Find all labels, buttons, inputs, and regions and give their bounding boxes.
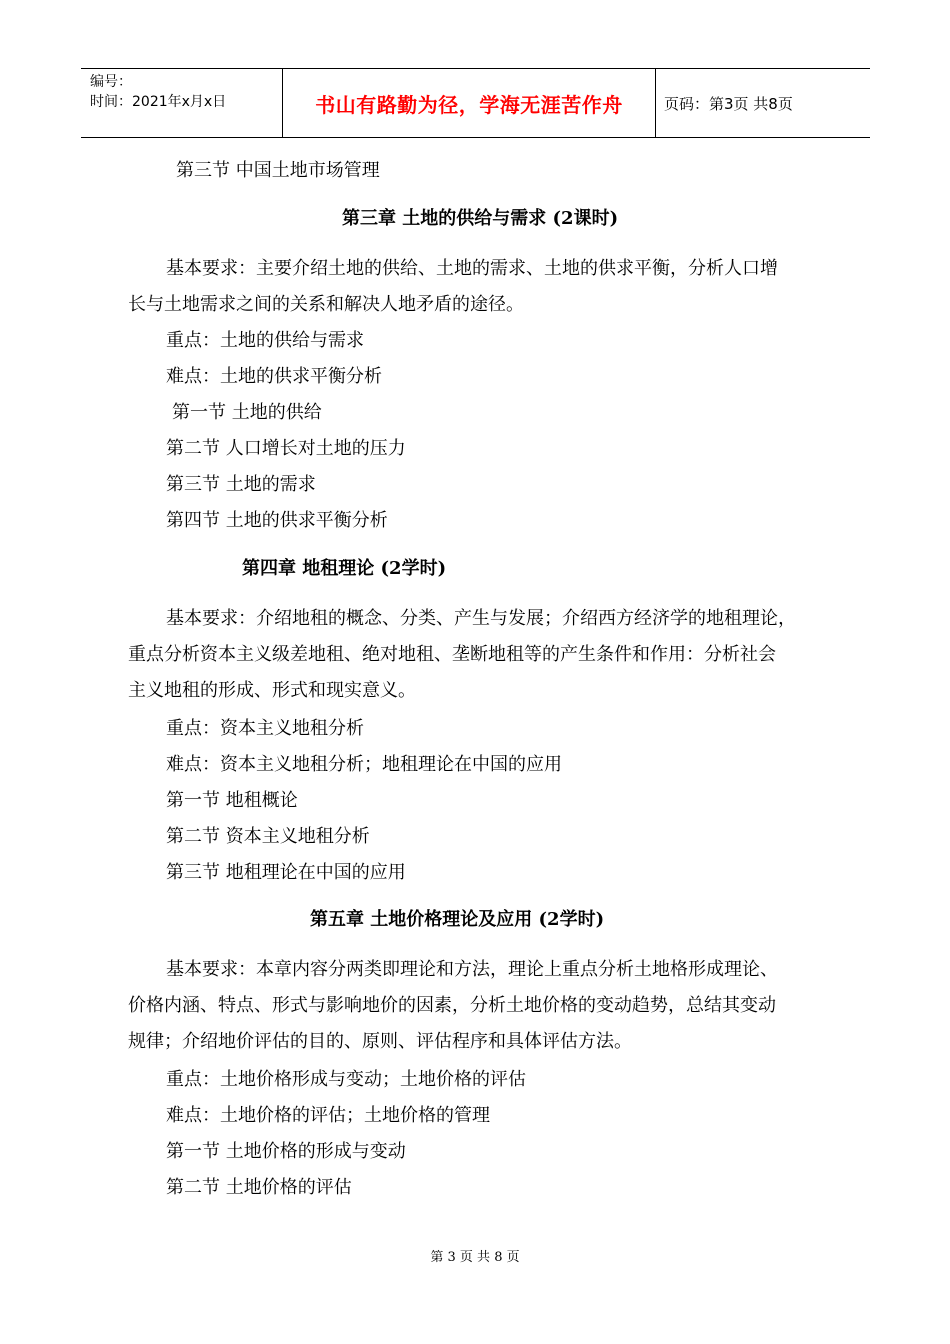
chapter-title: 第三章 土地的供给与需求 (2课时) [342, 208, 619, 229]
section-heading: 第三节 土地的需求 [166, 474, 316, 495]
section-heading: 第一节 土地的供给 [172, 402, 322, 423]
key-point: 重点：资本主义地租分析 [166, 718, 364, 739]
section-heading: 第二节 人口增长对土地的压力 [166, 438, 406, 459]
header-motto: 书山有路勤为径，学海无涯苦作舟 [283, 69, 656, 137]
requirements-paragraph: 长与土地需求之间的关系和解决人地矛盾的途径。 [128, 294, 524, 315]
serial-label: 编号： [90, 74, 132, 90]
requirements-paragraph: 基本要求：本章内容分两类即理论和方法，理论上重点分析土地格形成理论、 [166, 959, 778, 980]
section-heading: 第一节 地租概论 [166, 790, 298, 811]
section-heading: 第四节 土地的供求平衡分析 [166, 510, 388, 531]
page-header [81, 68, 870, 138]
difficulty-point: 难点：土地的供求平衡分析 [166, 366, 382, 387]
requirements-paragraph: 主义地租的形成、形式和现实意义。 [128, 680, 416, 701]
section-heading: 第三节 地租理论在中国的应用 [166, 862, 406, 883]
key-point: 重点：土地的供给与需求 [166, 330, 364, 351]
requirements-paragraph: 基本要求：主要介绍土地的供给、土地的需求、土地的供求平衡，分析人口增 [166, 258, 778, 279]
requirements-paragraph: 重点分析资本主义级差地租、绝对地租、垄断地租等的产生条件和作用：分析社会 [128, 644, 776, 665]
difficulty-point: 难点：土地价格的评估；土地价格的管理 [166, 1105, 490, 1126]
requirements-paragraph: 基本要求：介绍地租的概念、分类、产生与发展；介绍西方经济学的地租理论， [166, 608, 796, 629]
page-footer: 第 3 页 共 8 页 [430, 1250, 520, 1265]
requirements-paragraph: 价格内涵、特点、形式与影响地价的因素，分析土地价格的变动趋势，总结其变动 [128, 995, 776, 1016]
section-heading: 第二节 资本主义地租分析 [166, 826, 370, 847]
header-page-info: 页码：第3页 共8页 [664, 94, 793, 113]
section-heading: 第三节 中国土地市场管理 [176, 160, 380, 181]
section-heading: 第二节 土地价格的评估 [166, 1177, 352, 1198]
section-heading: 第一节 土地价格的形成与变动 [166, 1141, 406, 1162]
requirements-paragraph: 规律；介绍地价评估的目的、原则、评估程序和具体评估方法。 [128, 1031, 632, 1052]
difficulty-point: 难点：资本主义地租分析；地租理论在中国的应用 [166, 754, 562, 775]
chapter-title: 第五章 土地价格理论及应用 (2学时) [310, 909, 605, 930]
time-label: 时间：2021年x月x日 [90, 94, 227, 110]
key-point: 重点：土地价格形成与变动；土地价格的评估 [166, 1069, 526, 1090]
header-meta-cell [81, 69, 283, 137]
chapter-title: 第四章 地租理论 (2学时) [242, 558, 447, 579]
